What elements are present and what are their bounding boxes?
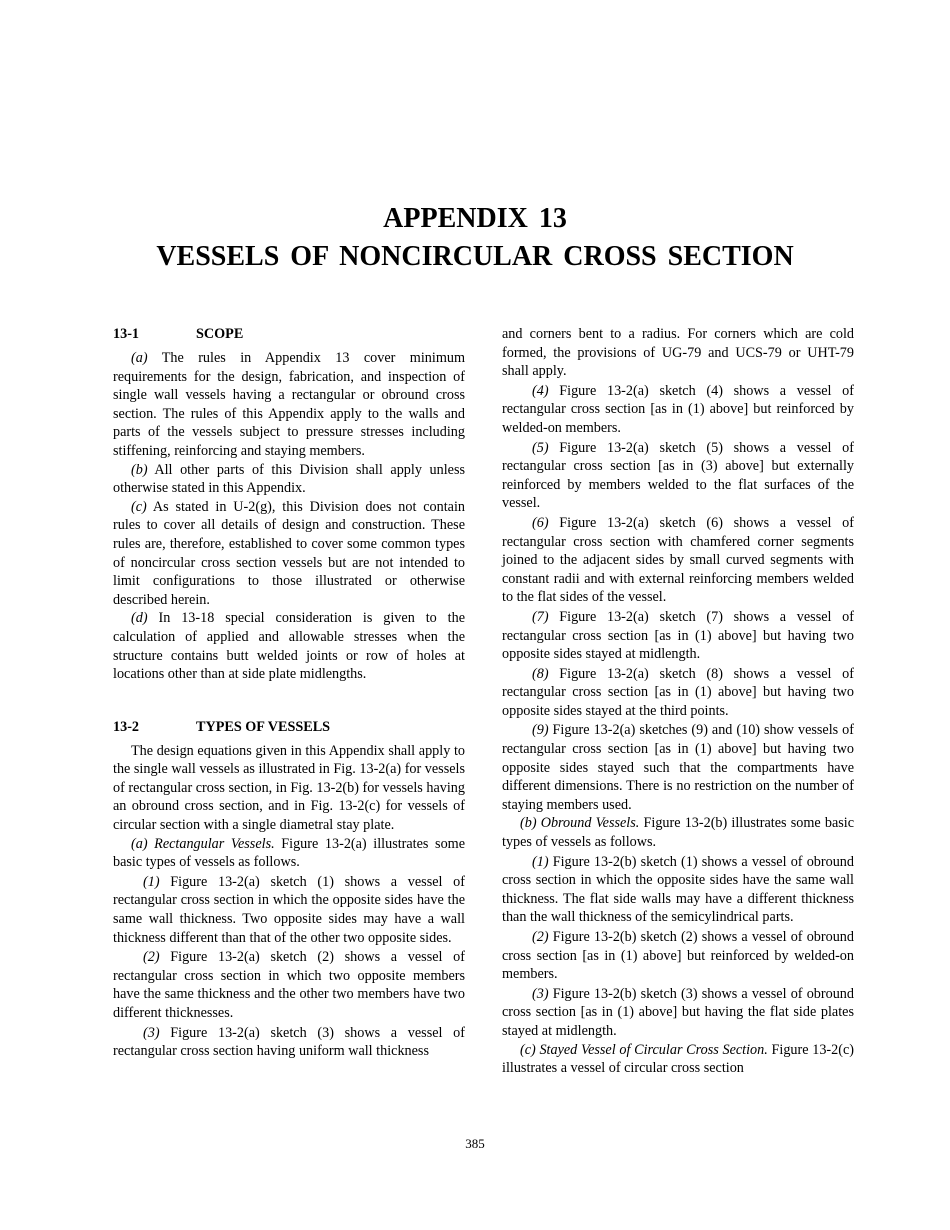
paragraph-scope-a [113, 349, 465, 461]
paragraph-tag: (1) [532, 853, 549, 870]
appendix-title [0, 200, 950, 276]
paragraph-text: Figure 13-2(a) sketch (6) shows a vessel of rectangular cross section with chamfered corner segments joined to the adjacent sides by small curved segments with constant radii and with external reinforcing members welded to the flat sides of the vessel. [502, 514, 854, 606]
paragraph-rect-1 [113, 873, 465, 947]
paragraph-text: Figure 13-2(a) sketch (3) shows a vessel of rectangular cross section having uniform wall thickness [113, 1024, 465, 1060]
paragraph-tag: (2) [143, 949, 160, 966]
paragraph-stayed-circular [502, 1041, 854, 1078]
paragraph-tag: (c) [131, 498, 147, 515]
paragraph-rect-9 [502, 721, 854, 814]
paragraph-tag: (5) [532, 439, 549, 456]
paragraph-scope-b [113, 461, 465, 498]
paragraph-tag: (9) [532, 722, 549, 739]
paragraph-text: Figure 13-2(a) sketch (4) shows a vessel of rectangular cross section [as in (1) above] but reinforced by welded-on members. [502, 382, 854, 436]
paragraph-tag: (c) Stayed Vessel of Circular Cross Section. [520, 1041, 768, 1058]
paragraph-obround-2 [502, 928, 854, 984]
paragraph-text: In 13-18 special consideration is given to the calculation of applied and allowable stresses when the structure contains butt welded joints or row of holes at locations other than at side plate midlengths. [113, 610, 465, 683]
section-heading-types [113, 718, 465, 736]
paragraph-obround-vessels [502, 814, 854, 851]
paragraph-obround-3 [502, 985, 854, 1041]
paragraph-tag: (8) [532, 665, 549, 682]
paragraph-rect-7 [502, 608, 854, 664]
appendix-name: VESSELS OF NONCIRCULAR CROSS SECTION [156, 241, 794, 272]
appendix-number: APPENDIX 13 [383, 203, 567, 234]
paragraph-rectangular-vessels [113, 835, 465, 872]
paragraph-rect-6 [502, 514, 854, 607]
paragraph-tag: (a) [131, 350, 148, 366]
paragraph-rect-4 [502, 382, 854, 438]
paragraph-text: As stated in U-2(g), this Division does not contain rules to cover all details of design and construction. These rules are, therefore, established to cover some common types of noncircular cross section vessels but are not intended to limit configurations to those illustrated or otherwise described herein. [113, 498, 465, 608]
paragraph-text: All other parts of this Division shall apply unless otherwise stated in this Appendix. [113, 461, 465, 497]
paragraph-scope-c [113, 498, 465, 610]
section-number: 13-2 [113, 718, 140, 735]
section-title: SCOPE [196, 326, 244, 342]
paragraph-text: Figure 13-2(c) illustrates a vessel of circular cross section [502, 1041, 854, 1077]
paragraph-text: Figure 13-2(b) sketch (1) shows a vessel of obround cross section in which the opposite sides have the same wall thickness. The flat side walls may have a different thickness than the wall thickness of the semicylindrical parts. [502, 853, 854, 926]
section-heading-scope [113, 325, 465, 343]
paragraph-text: Figure 13-2(a) sketch (7) shows a vessel of rectangular cross section [as in (1) above] but having two opposite sides stayed at midlength. [502, 608, 854, 663]
paragraph-tag: (7) [532, 608, 549, 625]
right-column [502, 325, 854, 1078]
paragraph-rect-3 [113, 1024, 465, 1061]
left-column [113, 325, 465, 1061]
paragraph-text: The rules in Appendix 13 cover minimum requirements for the design, fabrication, and inspection of single wall vessels having a rectangular or obround cross section. The rules of this Appendix apply to the walls and parts of the vessels subject to pressure stresses including stiffening, reinforcing and staying members. [113, 350, 465, 459]
paragraph-tag: (b) Obround Vessels. [520, 815, 640, 832]
paragraph-text: Figure 13-2(a) illustrates some basic types of vessels as follows. [113, 835, 465, 871]
paragraph-scope-d [113, 609, 465, 683]
section-number: 13-1 [113, 326, 140, 342]
paragraph-rect-5 [502, 439, 854, 513]
paragraph-tag: (4) [532, 382, 549, 399]
paragraph-rect-8 [502, 665, 854, 721]
paragraph-tag: (d) [131, 610, 148, 627]
paragraph-tag: (2) [532, 929, 549, 945]
section-title: TYPES OF VESSELS [196, 718, 331, 735]
paragraph-tag: (a) Rectangular Vessels. [131, 835, 275, 852]
paragraph-obround-1 [502, 853, 854, 927]
paragraph-text: Figure 13-2(a) sketch (2) shows a vessel of rectangular cross section in which two opposite members have the same thickness and the other two members have two different thicknesses. [113, 949, 465, 1021]
paragraph-text: Figure 13-2(a) sketch (8) shows a vessel of rectangular cross section [as in (1) above] but having two opposite sides stayed at the third points. [502, 665, 854, 719]
page-number: 385 [465, 1136, 485, 1151]
paragraph-text: Figure 13-2(a) sketch (1) shows a vessel of rectangular cross section in which the opposite sides have the same wall thickness. Two opposite sides may have a wall thickness different than that of the other two opposite sides. [113, 873, 465, 946]
paragraph-tag: (6) [532, 514, 549, 531]
paragraph-types-intro: The design equations given in this Appendix shall apply to the single wall vessels as illustrated in Fig. 13-2(a) for vessels of rectangular cross section, in Fig. 13-2(b) for vessels having an obround cross section, and in Fig. 13-2(c) for vessels of circular section with a single diametral stay plate. [113, 742, 465, 834]
paragraph-tag: (b) [131, 461, 148, 478]
paragraph-tag: (3) [532, 985, 549, 1002]
paragraph-tag: (3) [143, 1024, 160, 1041]
paragraph-text: Figure 13-2(b) sketch (3) shows a vessel of obround cross section [as in (1) above] but having the flat side plates stayed at midlength. [502, 985, 854, 1039]
paragraph-rect-3-continued: and corners bent to a radius. For corners which are cold formed, the provisions of UG-79 and UCS-79 or UHT-79 shall apply. [502, 326, 854, 380]
paragraph-rect-2 [113, 948, 465, 1022]
paragraph-text: Figure 13-2(b) sketch (2) shows a vessel of obround cross section [as in (1) above] but reinforced by welded-on members. [502, 929, 854, 983]
paragraph-text: Figure 13-2(a) sketch (5) shows a vessel of rectangular cross section [as in (3) above] but externally reinforced by members welded to the flat surfaces of the vessel. [502, 439, 854, 512]
paragraph-text: Figure 13-2(b) illustrates some basic types of vessels as follows. [502, 815, 854, 851]
paragraph-text: Figure 13-2(a) sketches (9) and (10) show vessels of rectangular cross section [as in (1) above] but having two opposite sides stayed such that the compartments have different dimensions. There is no restriction on the number of staying members used. [502, 722, 854, 813]
paragraph-tag: (1) [143, 873, 160, 890]
